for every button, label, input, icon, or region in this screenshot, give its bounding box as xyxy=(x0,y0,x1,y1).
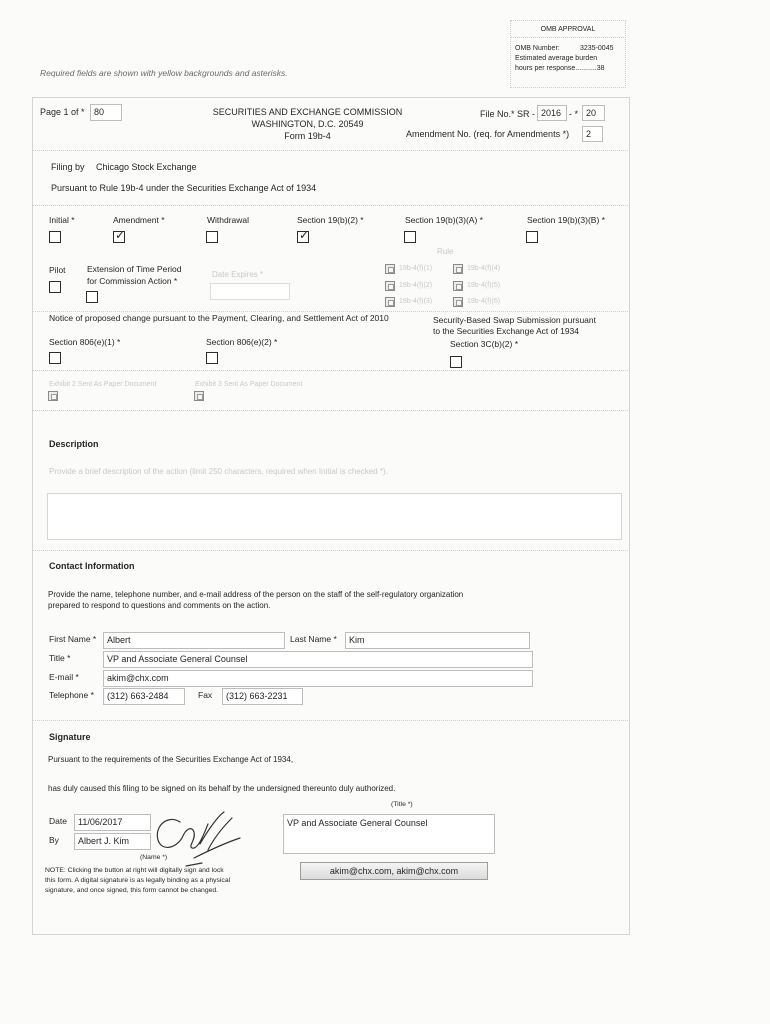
title-label: Title * xyxy=(49,653,71,663)
rule-f4-label: 19b-4(f)(4) xyxy=(467,265,501,272)
date-label: Date xyxy=(49,816,67,826)
section-806e1-label: Section 806(e)(1) * xyxy=(49,337,121,347)
date-input[interactable]: 11/06/2017 xyxy=(74,814,151,831)
withdrawal-label: Withdrawal xyxy=(207,215,250,225)
filed-by-value: Chicago Stock Exchange xyxy=(96,162,197,172)
amendment-number-input[interactable]: 2 xyxy=(582,126,603,142)
amendment-checkbox[interactable] xyxy=(113,231,125,243)
contact-heading: Contact Information xyxy=(49,561,135,571)
section-806e2-checkbox[interactable] xyxy=(206,352,218,364)
file-no-label: File No.* SR - xyxy=(480,109,536,119)
file-year-input[interactable]: 2016 xyxy=(537,105,567,121)
omb-burden-line2: hours per response...........38 xyxy=(515,65,605,72)
signature-authorization-text: has duly caused this filing to be signed on its behalf by the undersigned thereunto duly authorized. xyxy=(48,784,396,793)
extension-label-line1: Extension of Time Period xyxy=(87,264,182,274)
file-separator: - * xyxy=(569,109,578,119)
contact-instruction-line2: prepared to respond to questions and comments on the action. xyxy=(48,601,271,610)
omb-divider xyxy=(510,37,626,38)
pursuant-rule-text: Pursuant to Rule 19b-4 under the Securities Exchange Act of 1934 xyxy=(51,183,317,193)
section-divider xyxy=(32,410,630,411)
section-divider xyxy=(32,150,630,151)
filed-by-label: Filing by xyxy=(51,162,85,172)
section-3cb2-checkbox[interactable] xyxy=(450,356,462,368)
section-divider xyxy=(32,550,630,551)
section-19b3a-checkbox[interactable] xyxy=(404,231,416,243)
rule-f5-checkbox xyxy=(453,281,463,291)
rule-f2-label: 19b-4(f)(2) xyxy=(399,282,433,289)
rule-f1-label: 19b-4(f)(1) xyxy=(399,265,433,272)
title-input[interactable]: VP and Associate General Counsel xyxy=(103,651,533,668)
description-heading: Description xyxy=(49,439,99,449)
pilot-checkbox[interactable] xyxy=(49,281,61,293)
omb-number-label: OMB Number: xyxy=(515,45,560,52)
exhibit3-label: Exhibit 3 Sent As Paper Document xyxy=(195,381,303,388)
extension-checkbox[interactable] xyxy=(86,291,98,303)
rule-f5-label: 19b-4(f)(5) xyxy=(467,282,501,289)
section-19b2-checkbox[interactable] xyxy=(297,231,309,243)
rule-f1-checkbox xyxy=(385,264,395,274)
amendment-label: Amendment No. (req. for Amendments *) xyxy=(406,129,570,139)
rule-label: Rule xyxy=(437,247,454,256)
section-19b2-label: Section 19(b)(2) * xyxy=(297,215,364,225)
section-19b3b-checkbox[interactable] xyxy=(526,231,538,243)
agency-name: SECURITIES AND EXCHANGE COMMISSION xyxy=(212,107,403,117)
exhibit2-label: Exhibit 2 Sent As Paper Document xyxy=(49,381,157,388)
file-number-input[interactable]: 20 xyxy=(582,105,605,121)
sign-note-line3: signature, and once signed, this form cannot be changed. xyxy=(45,887,219,894)
rule-f4-checkbox xyxy=(453,264,463,274)
telephone-label: Telephone * xyxy=(49,690,94,700)
email-input[interactable]: akim@chx.com xyxy=(103,670,533,687)
exhibit2-checkbox xyxy=(48,391,58,401)
withdrawal-checkbox[interactable] xyxy=(206,231,218,243)
signature-pursuant-text: Pursuant to the requirements of the Securities Exchange Act of 1934, xyxy=(48,755,294,764)
description-instruction: Provide a brief description of the action (limit 250 characters, required when Initial is checked *). xyxy=(49,467,388,476)
date-expires-input xyxy=(210,283,290,300)
signature-heading: Signature xyxy=(49,732,91,742)
section-19b3a-label: Section 19(b)(3)(A) * xyxy=(405,215,483,225)
swap-text-line1: Security-Based Swap Submission pursuant xyxy=(433,315,596,325)
sign-note-line1: NOTE: Clicking the button at right will digitally sign and lock xyxy=(45,867,224,874)
email-label: E-mail * xyxy=(49,672,79,682)
fax-input[interactable]: (312) 663-2231 xyxy=(222,688,303,705)
page-label: Page 1 of * xyxy=(40,107,85,117)
section-divider xyxy=(32,205,630,206)
contact-instruction-line1: Provide the name, telephone number, and e-mail address of the person on the staff of the self-regulatory organization xyxy=(48,590,464,599)
section-divider xyxy=(32,370,630,371)
form-name: Form 19b-4 xyxy=(284,131,331,141)
date-expires-label: Date Expires * xyxy=(212,270,264,279)
clearing-notice-text: Notice of proposed change pursuant to the Payment, Clearing, and Settlement Act of 2010 xyxy=(49,313,389,323)
last-name-label: Last Name * xyxy=(290,634,337,644)
pilot-label: Pilot xyxy=(49,265,66,275)
signer-title-input[interactable]: VP and Associate General Counsel xyxy=(283,814,495,854)
section-3cb2-label: Section 3C(b)(2) * xyxy=(450,339,519,349)
omb-burden-line1: Estimated average burden xyxy=(515,55,598,62)
rule-f3-checkbox xyxy=(385,297,395,307)
first-name-input[interactable]: Albert xyxy=(103,632,285,649)
initial-checkbox[interactable] xyxy=(49,231,61,243)
fax-label: Fax xyxy=(198,690,213,700)
swap-text-line2: to the Securities Exchange Act of 1934 xyxy=(433,326,580,336)
sign-note-line2: this form. A digital signature is as legally binding as a physical xyxy=(45,877,231,884)
description-textarea[interactable] xyxy=(47,493,622,540)
amendment-type-label: Amendment * xyxy=(113,215,165,225)
section-19b3b-label: Section 19(b)(3)(B) * xyxy=(527,215,605,225)
rule-f6-label: 19b-4(f)(6) xyxy=(467,298,501,305)
by-label: By xyxy=(49,835,59,845)
rule-f3-label: 19b-4(f)(3) xyxy=(399,298,433,305)
omb-number: 3235-0045 xyxy=(580,45,614,52)
first-name-label: First Name * xyxy=(49,634,97,644)
agency-address: WASHINGTON, D.C. 20549 xyxy=(251,119,364,129)
rule-f6-checkbox xyxy=(453,297,463,307)
handwritten-signature xyxy=(146,806,250,874)
omb-title: OMB APPROVAL xyxy=(540,26,596,33)
section-806e2-label: Section 806(e)(2) * xyxy=(206,337,278,347)
section-806e1-checkbox[interactable] xyxy=(49,352,61,364)
last-name-input[interactable]: Kim xyxy=(345,632,530,649)
section-divider xyxy=(32,720,630,721)
required-fields-note: Required fields are shown with yellow backgrounds and asterisks. xyxy=(40,68,288,78)
telephone-input[interactable]: (312) 663-2484 xyxy=(103,688,185,705)
name-caption: (Name *) xyxy=(140,854,168,861)
page-total-input[interactable]: 80 xyxy=(90,104,122,121)
rule-f2-checkbox xyxy=(385,281,395,291)
digital-sign-button[interactable]: akim@chx.com, akim@chx.com xyxy=(300,862,488,880)
extension-label-line2: for Commission Action * xyxy=(87,276,178,286)
section-divider xyxy=(32,311,630,312)
title-caption: (Title *) xyxy=(391,801,413,808)
initial-label: Initial * xyxy=(49,215,75,225)
exhibit3-checkbox xyxy=(194,391,204,401)
signer-name-input[interactable]: Albert J. Kim xyxy=(74,833,151,850)
